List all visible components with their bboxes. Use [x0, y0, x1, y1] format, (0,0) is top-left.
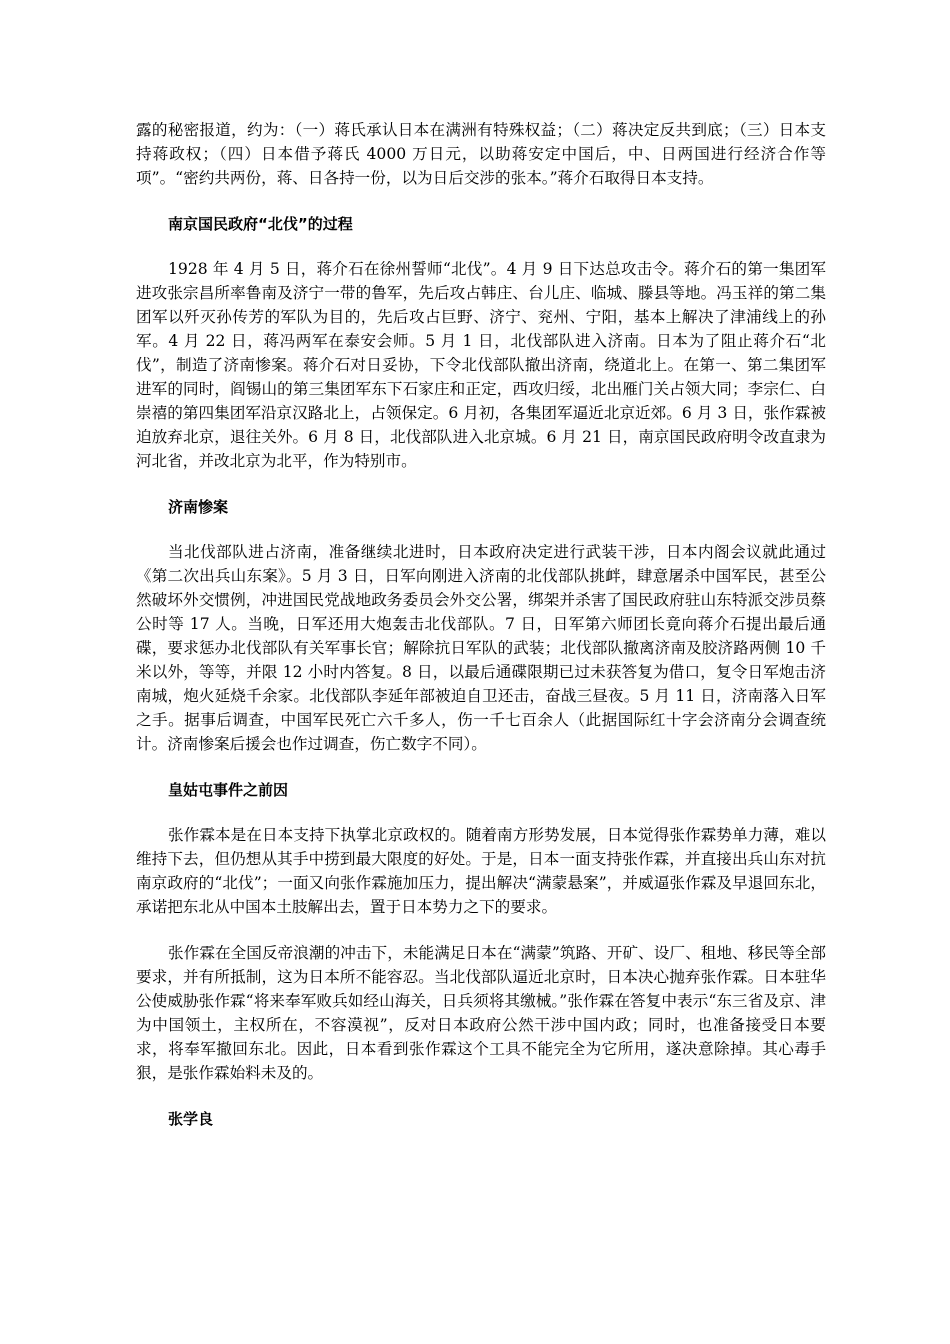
- spacer: [136, 802, 826, 823]
- section-heading-northern-expedition: 南京国民政府“北伐”的过程: [168, 215, 353, 233]
- spacer: [136, 756, 826, 778]
- section-heading-huanggutun-causes: 皇姑屯事件之前因: [168, 781, 289, 799]
- spacer: [136, 236, 826, 257]
- spacer: [136, 919, 826, 941]
- section-heading-zhang-xueliang: 张学良: [168, 1110, 214, 1128]
- spacer: [136, 519, 826, 540]
- intro-paragraph: 露的秘密报道，约为：（一）蒋氏承认日本在满洲有特殊权益；（二）蒋决定反共到底；（三）日本支持蒋政权；（四）日本借予蒋氏 4000 万日元，以助蒋安定中国后，中、日两国进行经济合作等项”。“密约共两份，蒋、日各持一份，以为日后交涉的张本。”蒋介石取得日本支持。: [136, 121, 826, 187]
- section-heading-jinan-incident: 济南惨案: [168, 498, 229, 516]
- paragraph-jinan-incident: 当北伐部队进占济南，准备继续北进时，日本政府决定进行武装干涉，日本内阁会议就此通过《第二次出兵山东案》。5 月 3 日，日军向刚进入济南的北伐部队挑衅，肆意屠杀中国军民，甚至公然破坏外交惯例，冲进国民党战地政务委员会外交公署，绑架并杀害了国民政府驻山东特派交涉员蔡公时等 17 人。当晚，日军还用大炮轰击北伐部队。7 日，日军第六师团长竟向蒋介石提出最后通碟，要求惩办北伐部队有关军事长官；解除抗日军队的武装；北伐部队撤离济南及胶济路两侧 10 千米以外，等等，并限 12 小时内答复。8 日，以最后通碟限期已过未获答复为借口，复令日军炮击济南城，炮火延烧千余家。北伐部队李延年部被迫自卫还击，奋战三昼夜。5 月 11 日，济南落入日军之手。据事后调查，中国军民死亡六千多人，伤一千七百余人（此据国际红十字会济南分会调查统计。济南惨案后援会也作过调查，伤亡数字不同）。: [136, 543, 826, 753]
- spacer: [136, 473, 826, 495]
- document-page: [136, 118, 826, 1131]
- spacer: [136, 1085, 826, 1107]
- spacer: [136, 190, 826, 212]
- paragraph-huanggutun-1: 张作霖本是在日本支持下执掌北京政权的。随着南方形势发展，日本觉得张作霖势单力薄，难以维持下去，但仍想从其手中捞到最大限度的好处。于是，日本一面支持张作霖，并直接出兵山东对抗南京政府的“北伐”；一面又向张作霖施加压力，提出解决“满蒙悬案”，并威逼张作霖及早退回东北，承诺把东北从中国本土肢解出去，置于日本势力之下的要求。: [136, 826, 826, 916]
- paragraph-northern-expedition: 1928 年 4 月 5 日，蒋介石在徐州誓师“北伐”。4 月 9 日下达总攻击令。蒋介石的第一集团军进攻张宗昌所率鲁南及济宁一带的鲁军，先后攻占韩庄、台儿庄、临城、滕县等地。冯玉祥的第二集团军以歼灭孙传芳的军队为目的，先后攻占巨野、济宁、兖州、宁阳，基本上解决了津浦线上的孙军。4 月 22 日，蒋冯两军在泰安会师。5 月 1 日，北伐部队进入济南。日本为了阻止蒋介石“北伐”，制造了济南惨案。蒋介石对日妥协，下令北伐部队撤出济南，绕道北上。在第一、第二集团军进军的同时，阎锡山的第三集团军东下石家庄和正定，西攻归绥，北出雁门关占领大同；李宗仁、白崇禧的第四集团军沿京汉路北上，占领保定。6 月初，各集团军逼近北京近郊。6 月 3 日，张作霖被迫放弃北京，退往关外。6 月 8 日，北伐部队进入北京城。6 月 21 日，南京国民政府明令改直隶为河北省，并改北京为北平，作为特别市。: [136, 260, 826, 470]
- paragraph-huanggutun-2: 张作霖在全国反帝浪潮的冲击下，未能满足日本在“满蒙”筑路、开矿、设厂、租地、移民等全部要求，并有所抵制，这为日本所不能容忍。当北伐部队逼近北京时，日本决心抛弃张作霖。日本驻华公使威胁张作霖“将来奉军败兵如经山海关，日兵须将其缴械。”张作霖在答复中表示“东三省及京、津为中国领土，主权所在，不容漠视”，反对日本政府公然干涉中国内政；同时，也准备接受日本要求，将奉军撤回东北。因此，日本看到张作霖这个工具不能完全为它所用，遂决意除掉。其心毒手狠，是张作霖始料未及的。: [136, 944, 826, 1082]
